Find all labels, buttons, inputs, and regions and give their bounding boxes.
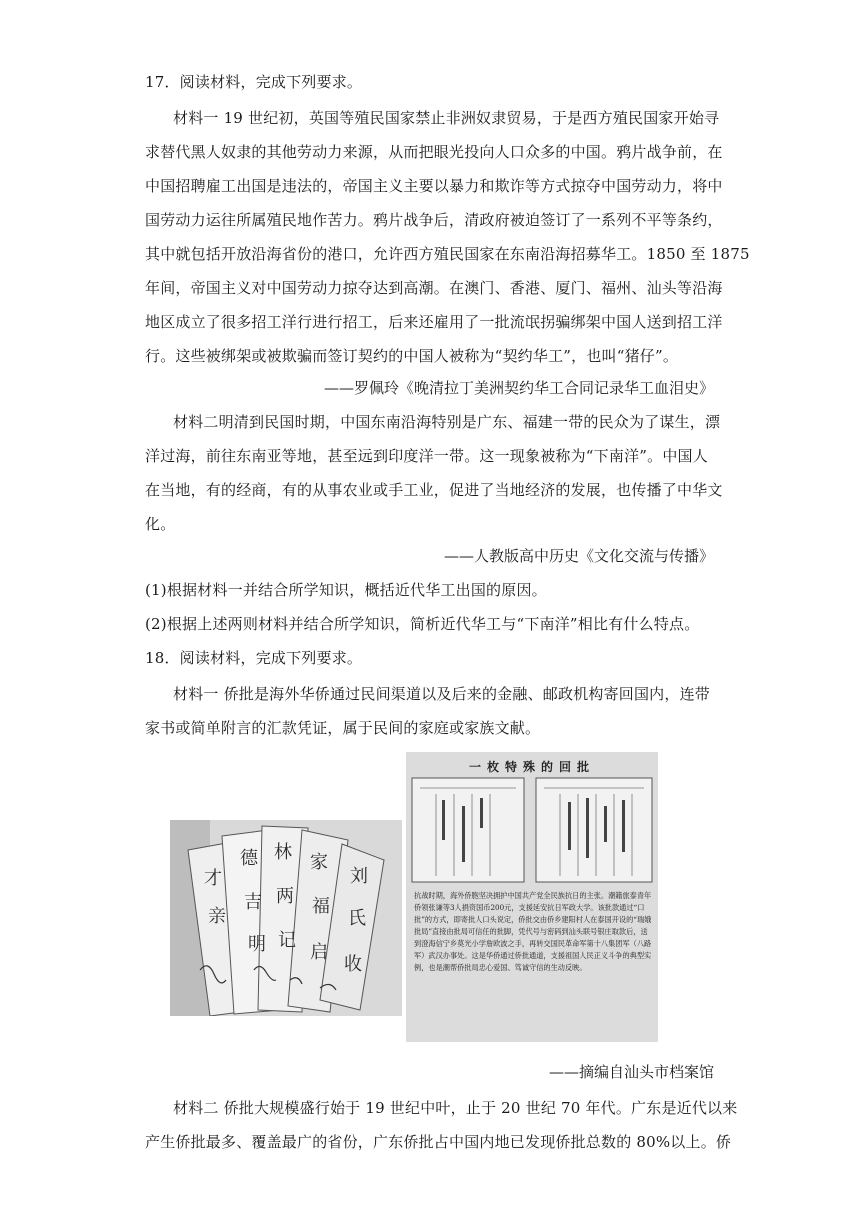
material-text-line: 材料二明清到民国时期，中国东南沿海特别是广东、福建一带的民众为了谋生，漂 — [173, 413, 721, 431]
sub-question-1: (1)根据材料一并结合所学知识，概括近代华工出国的原因。 — [145, 581, 547, 599]
svg-text:氏: 氏 — [348, 908, 366, 929]
material-source-citation: ——人教版高中历史《文化交流与传播》 — [443, 547, 714, 565]
remittance-letters-photo — [170, 820, 402, 1016]
material-text-line: 家书或简单附言的汇款凭证，属于民间的家庭或家族文献。 — [145, 719, 541, 737]
material-text-line: 在当地，有的经商，有的从事农业或手工业，促进了当地经济的发展，也传播了中华文 — [145, 481, 723, 499]
question-18-title: 18．阅读材料，完成下列要求。 — [145, 649, 363, 667]
svg-text:亲: 亲 — [208, 906, 226, 927]
svg-text:福: 福 — [312, 896, 330, 917]
svg-text:明: 明 — [248, 934, 266, 955]
material-text-line: 地区成立了很多招工洋行进行招工，后来还雇用了一批流氓拐骗绑架中国人送到招工洋 — [145, 313, 723, 331]
remittance-letters-illustration — [170, 820, 402, 1016]
material-text-line: 其中就包括开放沿海省份的港口，允许西方殖民国家在东南沿海招募华工。1850 至 1875 — [145, 245, 750, 263]
svg-text:吉: 吉 — [244, 892, 262, 913]
material-source-citation: ——罗佩玲《晚清拉丁美洲契约华工合同记录华工血泪史》 — [323, 379, 714, 397]
material-text-line: 年间，帝国主义对中国劳动力掠夺达到高潮。在澳门、香港、厦门、福州、汕头等沿海 — [145, 279, 723, 297]
sub-question-2: (2)根据上述两则材料并结合所学知识，简析近代华工与“下南洋”相比有什么特点。 — [145, 615, 700, 633]
photo-caption-text: 抗战时期，海外侨胞坚决拥护中国共产党全民族抗日的主张。潮籍旅泰青年侨领张谦等3人捐资国币200元，支援延安抗日军政大学。该批款通过“口批”的方式，即寄批人口头说定，侨批交由侨乡建阳村人在泰国开设的“瑞娥批局”直接由批局可信任的批脚，凭代号与密码到汕头联号银庄取款后，送到澄海信宁乡莫光小学詹欧波之手，再转交国民革命军第十八集团军（八路军）武汉办事处。这是华侨通过侨批通道，支援祖国人民正义斗争的典型实例，也是潮帮侨批局忠心爱国、笃诚守信的生动反映。 — [414, 891, 652, 972]
material-text-line: 洋过海，前往东南亚等地，甚至远到印度洋一带。这一现象被称为“下南洋”。中国人 — [145, 447, 708, 465]
material-text-line: 材料一 19 世纪初，英国等殖民国家禁止非洲奴隶贸易，于是西方殖民国家开始寻 — [173, 109, 720, 127]
letter-forms-illustration — [406, 776, 658, 886]
material-text-line: 中国招聘雇工出国是违法的，帝国主义主要以暴力和欺诈等方式掠夺中国劳动力，将中 — [145, 177, 723, 195]
svg-text:家: 家 — [310, 852, 328, 873]
question-17-title: 17．阅读材料，完成下列要求。 — [145, 73, 363, 91]
material-text-line: 材料二 侨批大规模盛行始于 19 世纪中叶，止于 20 世纪 70 年代。广东是近代以来 — [173, 1099, 738, 1117]
svg-text:德: 德 — [240, 848, 258, 869]
svg-text:刘: 刘 — [350, 866, 368, 887]
svg-text:两: 两 — [276, 886, 294, 907]
material-text-line: 行。这些被绑架或被欺骗而签订契约的中国人被称为“契约华工”，也叫“猪仔”。 — [145, 347, 679, 365]
special-reply-letter-photo — [406, 752, 658, 1042]
svg-text:收: 收 — [344, 954, 362, 975]
material-text-line: 产生侨批最多、覆盖最广的省份，广东侨批占中国内地已发现侨批总数的 80%以上。侨 — [145, 1133, 732, 1151]
material-text-line: 化。 — [145, 515, 176, 533]
material-text-line: 求替代黑人奴隶的其他劳动力来源，从而把眼光投向人口众多的中国。鸦片战争前，在 — [145, 143, 723, 161]
svg-text:林: 林 — [274, 842, 292, 863]
material-text-line: 国劳动力运往所属殖民地作苦力。鸦片战争后，清政府被迫签订了一系列不平等条约， — [145, 211, 723, 229]
photo-caption-title: 一枚特殊的回批 — [468, 760, 595, 774]
material-source-citation: ——摘编自汕头市档案馆 — [548, 1063, 714, 1081]
material-text-line: 材料一 侨批是海外华侨通过民间渠道以及后来的金融、邮政机构寄回国内，连带 — [173, 685, 710, 703]
svg-text:才: 才 — [204, 868, 222, 889]
svg-text:记: 记 — [278, 930, 296, 951]
svg-text:启: 启 — [310, 942, 328, 963]
